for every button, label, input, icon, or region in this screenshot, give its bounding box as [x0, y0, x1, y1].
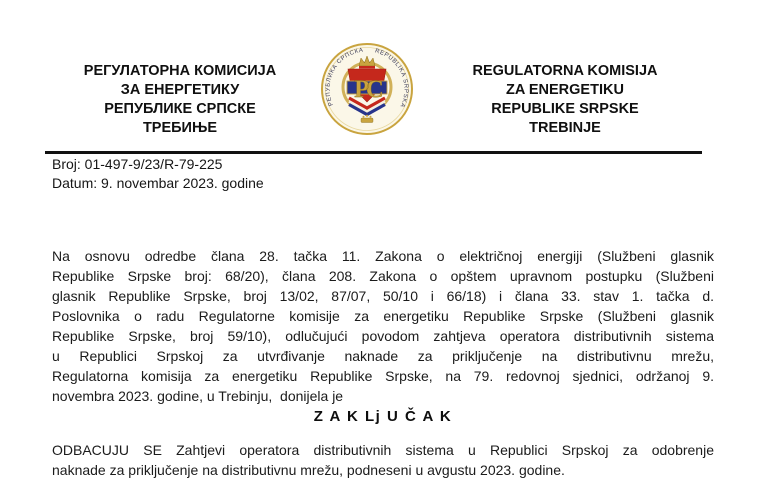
- header-divider-line: [45, 151, 702, 154]
- title-line: РЕПУБЛИКЕ СРПСКЕ: [104, 101, 256, 117]
- preamble-line: u Republici Srpskoj za utvrđivanje naknade za priključenje na distributivnu mrežu,: [52, 348, 714, 364]
- preamble-paragraph: [52, 246, 714, 406]
- preamble-line: Regulatorna komisija za energetiku Republike Srpske, na 79. redovnoj sjednici, održanoj 9.: [52, 368, 714, 384]
- title-line: REPUBLIKE SRPSKE: [491, 101, 639, 117]
- seal-monogram: РС: [354, 76, 380, 103]
- preamble-line: Poslovnika o radu Regulatorne komisije za energetiku Republike Srpske (Službeni glasnik: [52, 308, 714, 324]
- decision-line: ODBACUJU SE Zahtjevi operatora distributivnih sistema u Republici Srpskoj za odobrenje: [52, 442, 714, 458]
- document-date: Datum: 9. novembar 2023. godine: [52, 174, 264, 191]
- decision-paragraph: [52, 440, 714, 480]
- org-title-cyrillic: [58, 62, 302, 138]
- title-line: ЗА ЕНЕРГЕТИКУ: [120, 82, 240, 98]
- preamble-line: Republike Srpske broj: 68/20), člana 208. Zakona o opštem upravnom postupku (Službeni: [52, 268, 714, 284]
- title-line: ТРЕБИЊЕ: [142, 120, 218, 136]
- title-line: РЕГУЛАТОРНА КОМИСИЈА: [83, 63, 277, 79]
- title-line: ZA ENERGETIKU: [506, 82, 624, 98]
- decision-line: naknade za priključenje na distributivnu mrežu, podneseni u avgustu 2023. godine.: [52, 462, 565, 478]
- title-line: REGULATORNA KOMISIJA: [472, 63, 658, 79]
- org-title-latin: [443, 62, 687, 138]
- preamble-line: Republike Srpske, broj 59/10), odlučujući povodom zahtjeva operatora distributivnih sistema: [52, 328, 714, 344]
- document-meta: [52, 155, 714, 192]
- seal-arc-text-latin: REPUBLIKA SRPSKA: [374, 48, 409, 109]
- preamble-line: glasnik Republike Srpske, broj 13/02, 87/07, 50/10 i 66/18) i člana 33. stav 1. tačka d.: [52, 288, 714, 304]
- preamble-line: Na osnovu odredbe člana 28. tačka 11. Zakona o električnoj energiji (Službeni glasnik: [52, 248, 714, 264]
- conclusion-heading: Z A K Lj U Č A K: [313, 408, 453, 425]
- coat-of-arms-seal-icon: [320, 42, 414, 136]
- title-line: TREBINJE: [529, 120, 601, 136]
- seal-arc-text-cyrillic: РЕПУБЛИКА СРПСКА: [325, 47, 364, 107]
- document-number: Broj: 01-497-9/23/R-79-225: [52, 156, 223, 172]
- preamble-line: novembra 2023. godine, u Trebinju, donijela je: [52, 388, 344, 404]
